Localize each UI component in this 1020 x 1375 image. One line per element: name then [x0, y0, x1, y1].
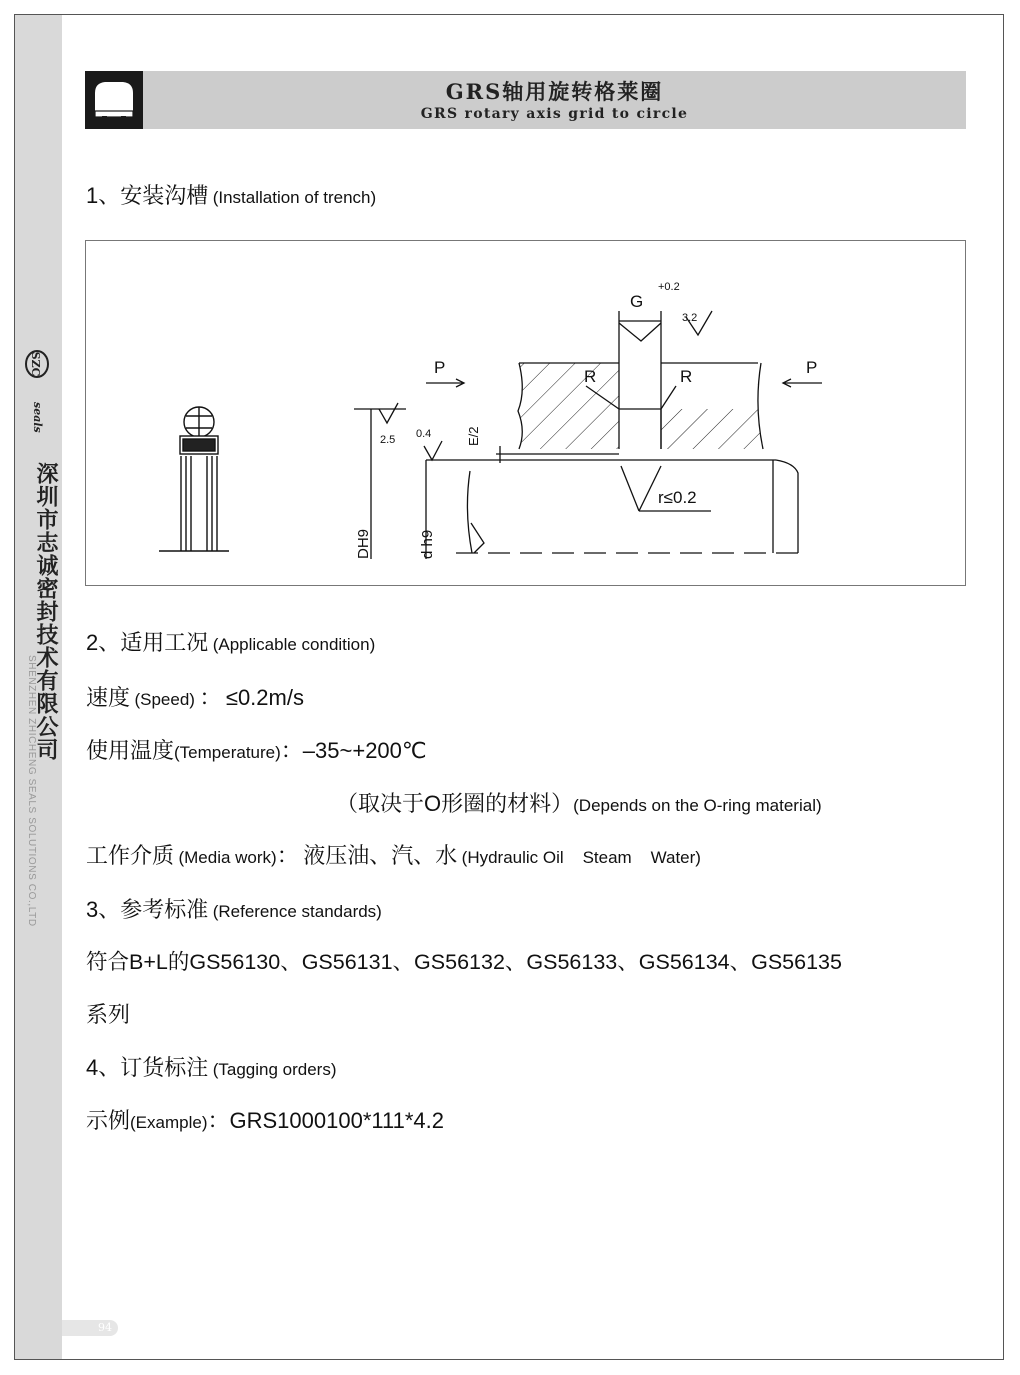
brand-sub-text: seals — [31, 402, 44, 433]
section-3-heading — [86, 893, 382, 924]
groove-drawing — [85, 240, 966, 586]
standards-text-line-1: 符合B+L的GS56130、GS56131、GS56132、GS56133、GS56134、GS56135 — [86, 950, 842, 974]
section-2-title-en: (Applicable condition) — [212, 635, 376, 654]
example-value: GRS1000100*111*4.2 — [229, 1108, 444, 1133]
media-colon: ： — [276, 843, 299, 868]
speed-colon: ： — [199, 685, 222, 710]
section-2-heading — [86, 626, 375, 657]
temperature-note-cn: （取决于O形圈的材料） — [336, 791, 574, 816]
label-roughness-0-4: 0.4 — [416, 428, 432, 440]
brand-text: SZC — [29, 351, 42, 377]
page-title: GRS轴用旋转格莱圈 — [445, 79, 664, 104]
media-row — [86, 839, 701, 870]
media-label-en: (Media work) — [178, 848, 277, 867]
media-value-en: (Hydraulic Oil Steam Water) — [461, 848, 701, 867]
label-g: G — [630, 292, 644, 311]
label-tolerance: +0.2 — [658, 281, 680, 293]
section-1-title-en: (Installation of trench) — [212, 188, 377, 207]
standards-text-line-2: 系列 — [86, 1002, 131, 1027]
page-number: 94 — [98, 1321, 112, 1334]
section-1-title-cn: 1、安装沟槽 — [86, 183, 209, 208]
speed-label-cn: 速度 — [86, 685, 131, 710]
seal-profile-icon — [85, 71, 143, 129]
section-3-title-en: (Reference standards) — [212, 902, 382, 921]
label-r-right: R — [680, 367, 693, 386]
label-r-left: R — [584, 367, 597, 386]
label-d-h9: d h9 — [419, 529, 436, 559]
section-1-heading — [86, 179, 376, 210]
label-radius: r≤0.2 — [658, 488, 697, 507]
label-p-left: P — [434, 358, 446, 377]
section-4-heading — [86, 1051, 336, 1082]
temperature-label-en: (Temperature) — [174, 743, 281, 762]
speed-label-en: (Speed) — [134, 690, 195, 709]
page-subtitle: GRS rotary axis grid to circle — [420, 106, 689, 122]
temperature-value: –35~+200℃ — [302, 738, 427, 763]
media-value-cn: 液压油、汽、水 — [303, 843, 458, 868]
temperature-note-row — [336, 787, 822, 818]
temperature-colon: ： — [280, 738, 303, 763]
label-roughness-2-5: 2.5 — [380, 434, 396, 446]
company-name-en: SHENZHEN ZHICHENG SEALS SOLUTIONS CO.,LTD — [26, 655, 37, 927]
label-dh9: DH9 — [355, 528, 372, 559]
label-p-right: P — [806, 358, 818, 377]
title-banner — [85, 71, 966, 129]
example-label-en: (Example) — [130, 1113, 208, 1132]
example-colon: ： — [207, 1108, 230, 1133]
temperature-note-en: (Depends on the O-ring material) — [573, 796, 822, 815]
media-label-cn: 工作介质 — [86, 843, 175, 868]
speed-row — [86, 681, 304, 712]
example-label-cn: 示例 — [86, 1108, 131, 1133]
section-3-title-cn: 3、参考标准 — [86, 897, 209, 922]
company-name-cn: 深圳市志诚密封技术有限公司 — [33, 462, 59, 761]
temperature-label-cn: 使用温度 — [86, 738, 175, 763]
temperature-row — [86, 734, 427, 765]
label-e-half: E/2 — [466, 426, 481, 446]
section-4-title-cn: 4、订货标注 — [86, 1055, 209, 1080]
section-4-title-en: (Tagging orders) — [212, 1060, 337, 1079]
section-2-title-cn: 2、适用工况 — [86, 630, 209, 655]
speed-value: ≤0.2m/s — [225, 685, 304, 710]
seal-cross-section-icon — [159, 407, 229, 551]
example-row — [86, 1104, 444, 1135]
label-roughness: 3.2 — [682, 312, 698, 324]
